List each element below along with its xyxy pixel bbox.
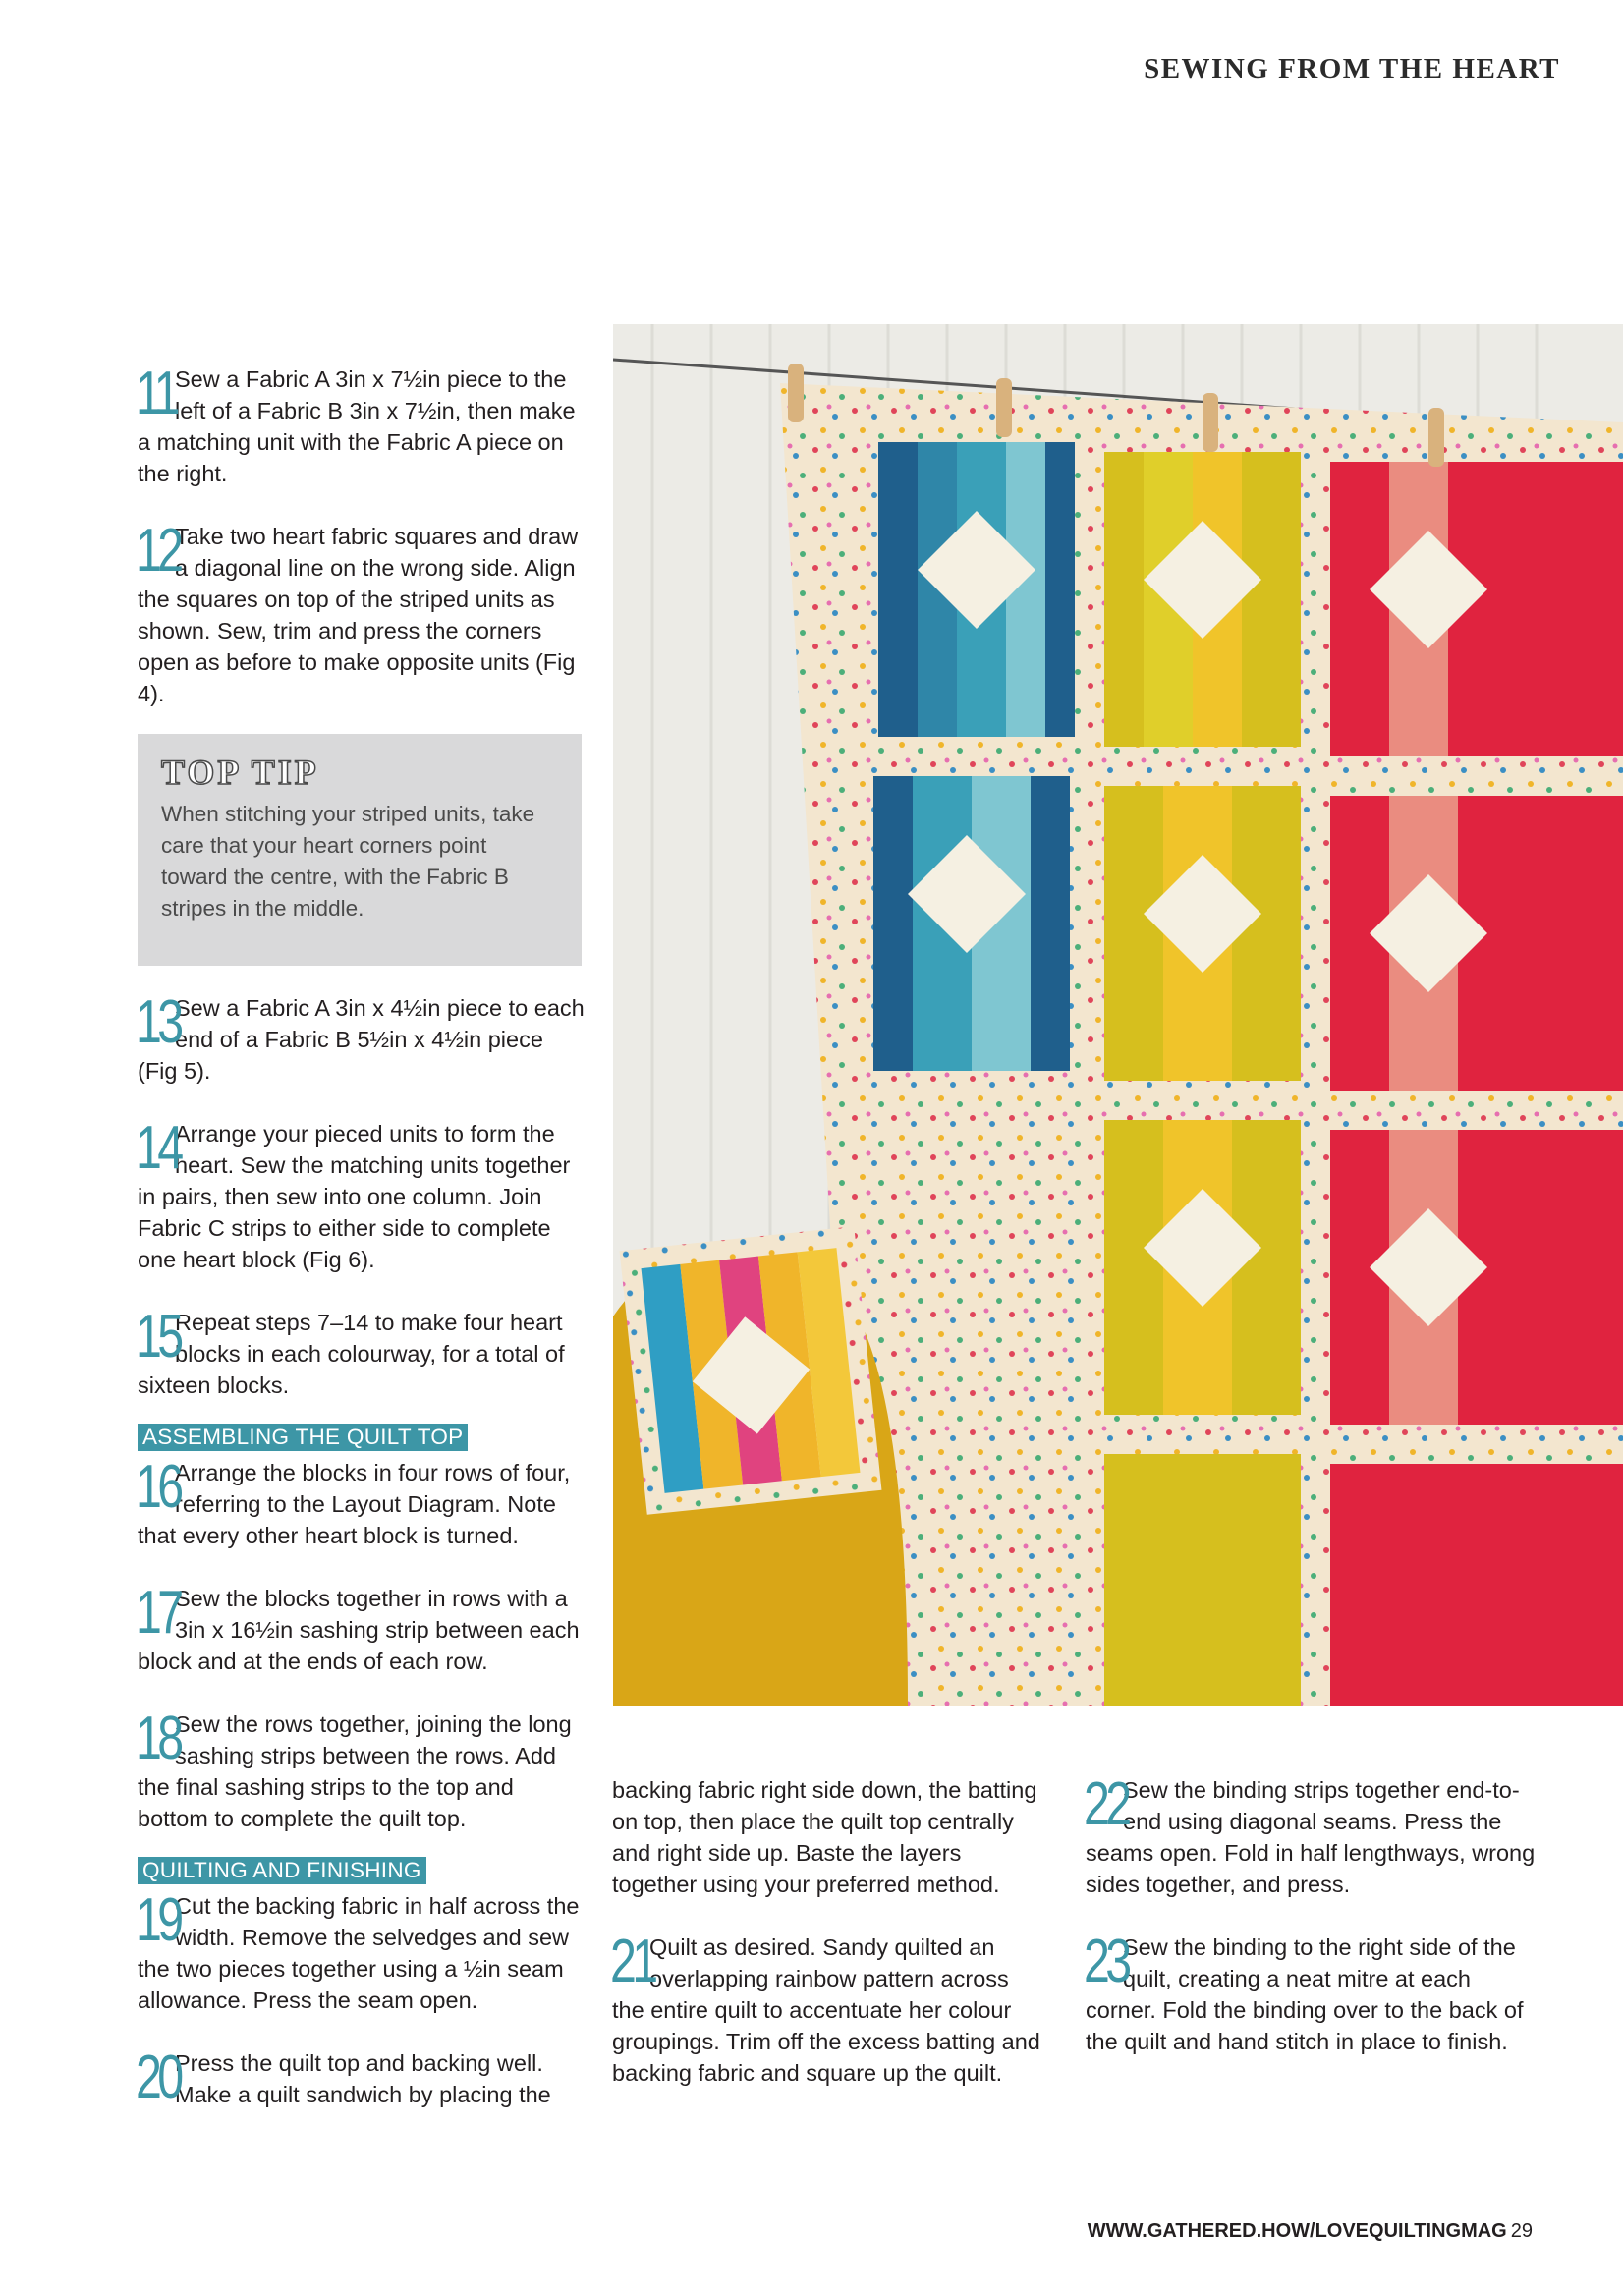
step-14 [136,1114,585,1275]
quilt-photo [613,324,1623,1706]
section-heading-quilting: QUILTING AND FINISHING [138,1857,426,1884]
step-23 [1084,1928,1547,2057]
step-text: Arrange your pieced units to form the heart. Sew the matching units together in pairs, then sew into one column. Join Fabric C strips to either side to complete one heart block (Fig 6). [138,1121,571,1272]
step-text: Sew the rows together, joining the long sashing strips between the rows. Add the final sashing strips to the top and bottom to complete the quilt top. [138,1711,572,1831]
step-17 [136,1579,585,1677]
step-text: Sew a Fabric A 3in x 7½in piece to the left of a Fabric B 3in x 7½in, then make a matching unit with the Fabric A piece on the right. [138,366,576,486]
step-text: Sew the binding strips together end-to-end using diagonal seams. Press the seams open. Fold in half lengthways, wrong sides together, and press. [1086,1777,1536,1897]
step-number: 11 [136,360,176,427]
step-number: 12 [136,517,180,585]
page-number: 29 [1510,2220,1533,2242]
section-heading-assembling: ASSEMBLING THE QUILT TOP [138,1424,468,1451]
step-number: 15 [136,1303,180,1371]
column-1-top [136,360,585,741]
step-20-continued [612,1774,1044,1900]
column-3 [1084,1770,1547,2089]
page-header-title: SEWING FROM THE HEART [1144,53,1560,84]
step-number: 20 [136,2044,180,2111]
step-11 [136,360,585,489]
step-text: Cut the backing fabric in half across the width. Remove the selvedges and sew the two pieces together using a ½in seam allowance. Press the seam open. [138,1893,580,2013]
step-number: 14 [136,1114,180,1182]
column-2 [612,1774,1044,2120]
step-text: Press the quilt top and backing well. Make a quilt sandwich by placing the [175,2050,551,2107]
step-22 [1084,1770,1547,1900]
step-21 [610,1928,1044,2089]
step-15 [136,1303,585,1401]
step-number: 21 [610,1928,654,1995]
step-number: 19 [136,1886,180,1954]
step-18 [136,1705,585,1834]
top-tip-title: TOP TIP [161,753,319,792]
step-number: 17 [136,1579,180,1647]
top-tip-text: When stitching your striped units, take care that your heart corners point toward the centre, with the Fabric B stripes in the middle. [161,802,535,921]
top-tip-box [138,734,582,966]
column-1-middle [136,988,585,2142]
step-20 [136,2044,585,2111]
step-19 [136,1886,585,2016]
step-text: Arrange the blocks in four rows of four, referring to the Layout Diagram. Note that every other heart block is turned. [138,1460,571,1548]
step-text: backing fabric right side down, the batting on top, then place the quilt top centrally and right side up. Baste the layers together using your preferred method. [612,1777,1037,1897]
step-number: 18 [136,1705,180,1772]
step-number: 13 [136,988,180,1056]
step-12 [136,517,585,709]
step-number: 22 [1084,1770,1128,1838]
step-number: 23 [1084,1928,1128,1995]
page-footer [1088,2220,1533,2243]
step-text: Sew a Fabric A 3in x 4½in piece to each end of a Fabric B 5½in x 4½in piece (Fig 5). [138,995,585,1084]
step-number: 16 [136,1453,180,1521]
step-16 [136,1453,585,1551]
step-text: Quilt as desired. Sandy quilted an overlapping rainbow pattern across the entire quilt to accentuate her colour groupings. Trim off the excess batting and backing fabric and square up the quilt. [612,1934,1040,2086]
step-text: Repeat steps 7–14 to make four heart blocks in each colourway, for a total of sixteen blocks. [138,1310,565,1398]
footer-url[interactable]: WWW.GATHERED.HOW/LOVEQUILTINGMAG [1087,2220,1507,2242]
step-text: Take two heart fabric squares and draw a diagonal line on the wrong side. Align the squares on top of the striped units as shown. Sew, trim and press the corners open as before to make opposite units (Fig 4). [138,524,579,706]
step-13 [136,988,585,1087]
step-text: Sew the binding to the right side of the quilt, creating a neat mitre at each corner. Fold the binding over to the back of the quilt and hand stitch in place to finish. [1086,1934,1524,2054]
step-text: Sew the blocks together in rows with a 3in x 16½in sashing strip between each block and at the ends of each row. [138,1586,580,1674]
